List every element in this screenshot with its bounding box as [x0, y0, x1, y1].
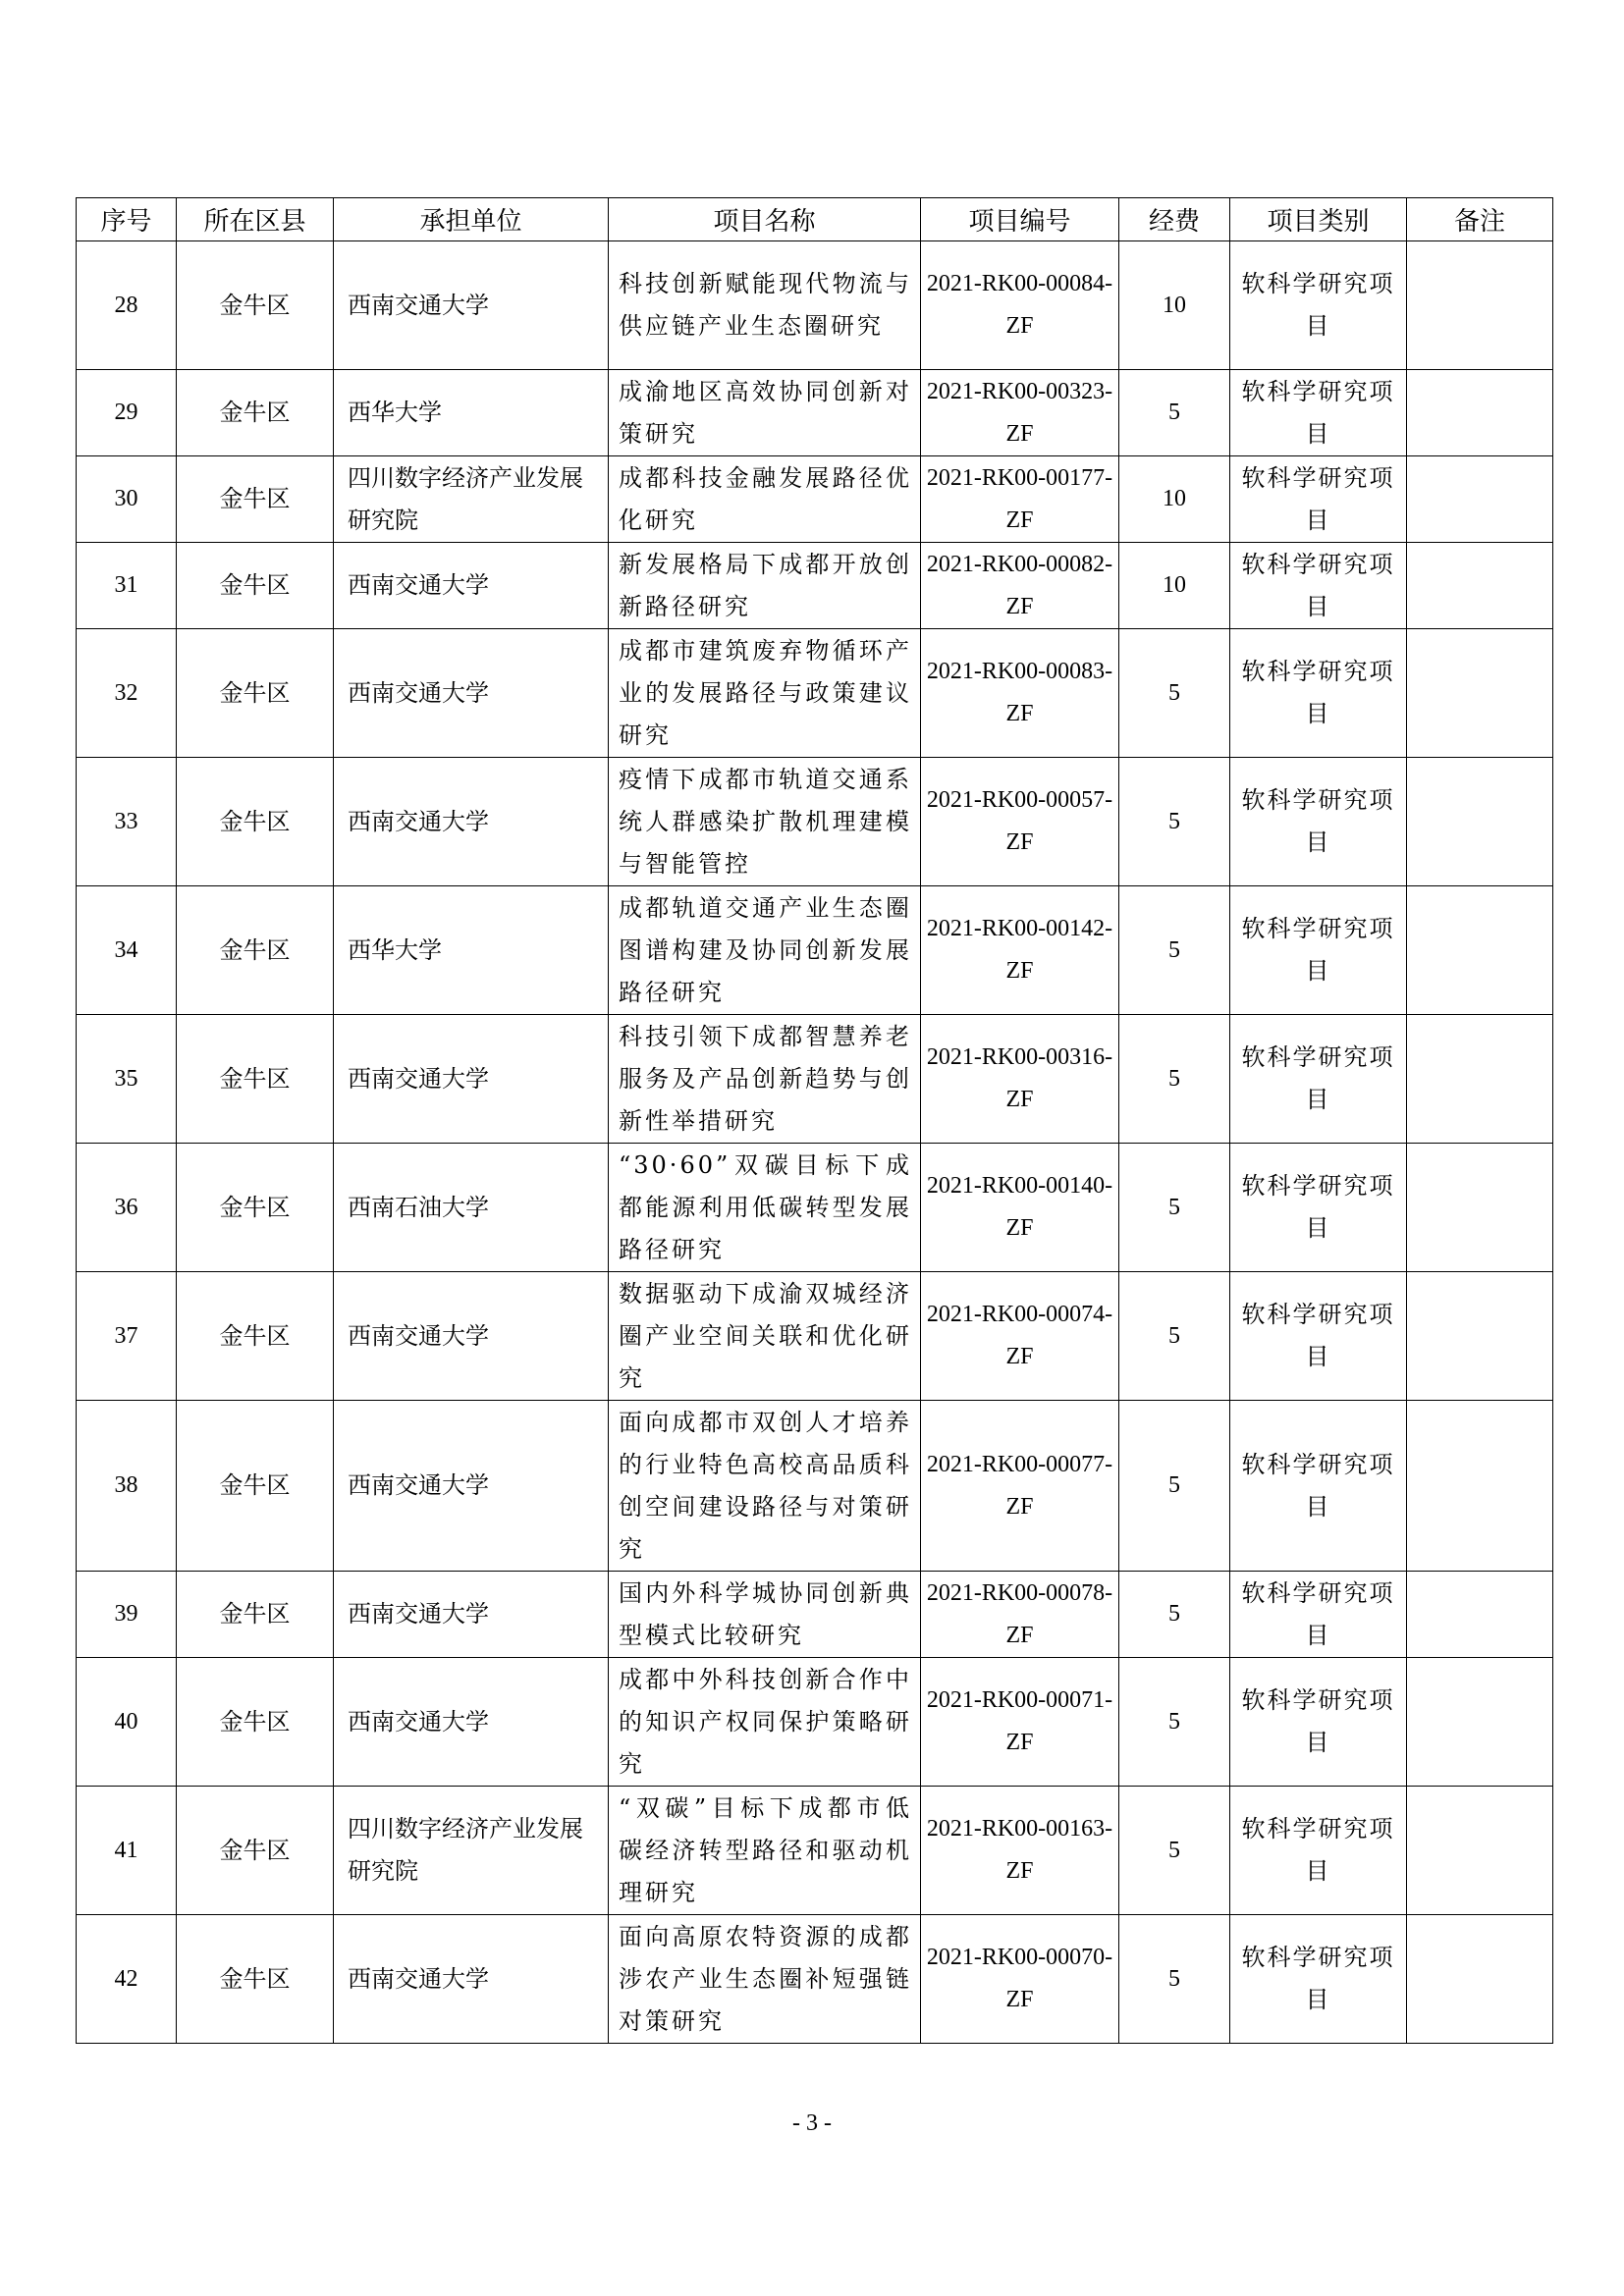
table-row	[77, 1015, 1553, 1144]
cell-project-code: 2021-RK00-00140-ZF	[921, 1144, 1119, 1272]
cell-unit: 西南交通大学	[334, 1015, 609, 1144]
cell-serial: 32	[77, 629, 177, 758]
cell-remark	[1407, 1272, 1553, 1401]
cell-unit: 西南交通大学	[334, 1272, 609, 1401]
cell-category: 软科学研究项目	[1230, 758, 1407, 886]
cell-project-code: 2021-RK00-00142-ZF	[921, 886, 1119, 1015]
page-number: - 3 -	[792, 2110, 832, 2136]
table-row	[77, 1572, 1553, 1658]
cell-remark	[1407, 241, 1553, 370]
cell-project-code: 2021-RK00-00078-ZF	[921, 1572, 1119, 1658]
cell-serial: 42	[77, 1915, 177, 2044]
cell-funding: 5	[1119, 758, 1230, 886]
cell-remark	[1407, 1572, 1553, 1658]
table-row	[77, 758, 1553, 886]
cell-funding: 10	[1119, 241, 1230, 370]
cell-remark	[1407, 456, 1553, 543]
cell-category: 软科学研究项目	[1230, 1915, 1407, 2044]
table-row	[77, 456, 1553, 543]
project-table	[76, 197, 1553, 2044]
cell-remark	[1407, 543, 1553, 629]
table-row	[77, 1915, 1553, 2044]
cell-funding: 5	[1119, 1144, 1230, 1272]
cell-funding: 5	[1119, 1015, 1230, 1144]
table-row	[77, 1658, 1553, 1787]
cell-project-code: 2021-RK00-00083-ZF	[921, 629, 1119, 758]
cell-funding: 5	[1119, 1272, 1230, 1401]
cell-district: 金牛区	[177, 886, 334, 1015]
cell-remark	[1407, 1401, 1553, 1572]
cell-funding: 10	[1119, 456, 1230, 543]
cell-project-code: 2021-RK00-00074-ZF	[921, 1272, 1119, 1401]
cell-funding: 5	[1119, 1572, 1230, 1658]
cell-remark	[1407, 1144, 1553, 1272]
cell-unit: 西南交通大学	[334, 1915, 609, 2044]
header-unit: 承担单位	[334, 198, 609, 241]
cell-remark	[1407, 370, 1553, 456]
cell-project-name: 数据驱动下成渝双城经济圈产业空间关联和优化研究	[609, 1272, 921, 1401]
cell-unit: 西南交通大学	[334, 241, 609, 370]
cell-category: 软科学研究项目	[1230, 543, 1407, 629]
cell-category: 软科学研究项目	[1230, 456, 1407, 543]
cell-remark	[1407, 886, 1553, 1015]
cell-serial: 33	[77, 758, 177, 886]
cell-category: 软科学研究项目	[1230, 629, 1407, 758]
cell-category: 软科学研究项目	[1230, 1658, 1407, 1787]
cell-district: 金牛区	[177, 758, 334, 886]
table-row	[77, 1787, 1553, 1915]
cell-district: 金牛区	[177, 1401, 334, 1572]
cell-project-name: 成都科技金融发展路径优化研究	[609, 456, 921, 543]
cell-district: 金牛区	[177, 370, 334, 456]
cell-district: 金牛区	[177, 629, 334, 758]
cell-category: 软科学研究项目	[1230, 1015, 1407, 1144]
cell-project-name: 面向高原农特资源的成都涉农产业生态圈补短强链对策研究	[609, 1915, 921, 2044]
cell-project-name: 成渝地区高效协同创新对策研究	[609, 370, 921, 456]
cell-serial: 39	[77, 1572, 177, 1658]
cell-category: 软科学研究项目	[1230, 1144, 1407, 1272]
cell-district: 金牛区	[177, 1272, 334, 1401]
cell-project-name: 科技引领下成都智慧养老服务及产品创新趋势与创新性举措研究	[609, 1015, 921, 1144]
cell-project-name: 成都市建筑废弃物循环产业的发展路径与政策建议研究	[609, 629, 921, 758]
cell-unit: 西华大学	[334, 370, 609, 456]
cell-funding: 5	[1119, 1401, 1230, 1572]
table-row	[77, 629, 1553, 758]
cell-remark	[1407, 1787, 1553, 1915]
cell-project-code: 2021-RK00-00084-ZF	[921, 241, 1119, 370]
cell-project-code: 2021-RK00-00163-ZF	[921, 1787, 1119, 1915]
cell-funding: 10	[1119, 543, 1230, 629]
header-project-name: 项目名称	[609, 198, 921, 241]
cell-unit: 西南交通大学	[334, 1572, 609, 1658]
table-row	[77, 241, 1553, 370]
cell-unit: 西华大学	[334, 886, 609, 1015]
cell-district: 金牛区	[177, 1144, 334, 1272]
cell-serial: 28	[77, 241, 177, 370]
cell-unit: 西南交通大学	[334, 1658, 609, 1787]
cell-funding: 5	[1119, 629, 1230, 758]
cell-project-code: 2021-RK00-00323-ZF	[921, 370, 1119, 456]
cell-unit: 四川数字经济产业发展研究院	[334, 1787, 609, 1915]
table-row	[77, 370, 1553, 456]
cell-district: 金牛区	[177, 1787, 334, 1915]
cell-unit: 四川数字经济产业发展研究院	[334, 456, 609, 543]
cell-category: 软科学研究项目	[1230, 1401, 1407, 1572]
cell-remark	[1407, 1015, 1553, 1144]
cell-serial: 36	[77, 1144, 177, 1272]
cell-project-name: “30·60”双碳目标下成都能源利用低碳转型发展路径研究	[609, 1144, 921, 1272]
cell-project-name: “双碳”目标下成都市低碳经济转型路径和驱动机理研究	[609, 1787, 921, 1915]
table-row	[77, 1144, 1553, 1272]
cell-unit: 西南石油大学	[334, 1144, 609, 1272]
cell-serial: 40	[77, 1658, 177, 1787]
table-row	[77, 543, 1553, 629]
cell-district: 金牛区	[177, 456, 334, 543]
cell-category: 软科学研究项目	[1230, 241, 1407, 370]
cell-unit: 西南交通大学	[334, 758, 609, 886]
cell-serial: 29	[77, 370, 177, 456]
cell-remark	[1407, 629, 1553, 758]
cell-district: 金牛区	[177, 1572, 334, 1658]
table-row	[77, 1401, 1553, 1572]
cell-serial: 41	[77, 1787, 177, 1915]
cell-funding: 5	[1119, 1915, 1230, 2044]
cell-serial: 34	[77, 886, 177, 1015]
cell-project-name: 成都轨道交通产业生态圈图谱构建及协同创新发展路径研究	[609, 886, 921, 1015]
cell-project-name: 科技创新赋能现代物流与供应链产业生态圈研究	[609, 241, 921, 370]
table-body	[77, 241, 1553, 2044]
cell-category: 软科学研究项目	[1230, 1787, 1407, 1915]
header-category: 项目类别	[1230, 198, 1407, 241]
cell-category: 软科学研究项目	[1230, 1272, 1407, 1401]
table-row	[77, 886, 1553, 1015]
cell-serial: 38	[77, 1401, 177, 1572]
header-district: 所在区县	[177, 198, 334, 241]
cell-category: 软科学研究项目	[1230, 886, 1407, 1015]
table-row	[77, 1272, 1553, 1401]
cell-funding: 5	[1119, 370, 1230, 456]
cell-funding: 5	[1119, 886, 1230, 1015]
cell-funding: 5	[1119, 1658, 1230, 1787]
cell-category: 软科学研究项目	[1230, 1572, 1407, 1658]
cell-district: 金牛区	[177, 1915, 334, 2044]
cell-category: 软科学研究项目	[1230, 370, 1407, 456]
cell-project-name: 成都中外科技创新合作中的知识产权同保护策略研究	[609, 1658, 921, 1787]
header-project-code: 项目编号	[921, 198, 1119, 241]
cell-project-name: 面向成都市双创人才培养的行业特色高校高品质科创空间建设路径与对策研究	[609, 1401, 921, 1572]
cell-project-code: 2021-RK00-00316-ZF	[921, 1015, 1119, 1144]
cell-remark	[1407, 758, 1553, 886]
cell-project-code: 2021-RK00-00057-ZF	[921, 758, 1119, 886]
cell-project-code: 2021-RK00-00082-ZF	[921, 543, 1119, 629]
cell-district: 金牛区	[177, 543, 334, 629]
header-remark: 备注	[1407, 198, 1553, 241]
cell-district: 金牛区	[177, 241, 334, 370]
cell-project-name: 新发展格局下成都开放创新路径研究	[609, 543, 921, 629]
table-header-row	[77, 198, 1553, 241]
cell-funding: 5	[1119, 1787, 1230, 1915]
cell-serial: 30	[77, 456, 177, 543]
cell-project-code: 2021-RK00-00071-ZF	[921, 1658, 1119, 1787]
cell-district: 金牛区	[177, 1658, 334, 1787]
cell-unit: 西南交通大学	[334, 543, 609, 629]
cell-project-code: 2021-RK00-00077-ZF	[921, 1401, 1119, 1572]
cell-project-code: 2021-RK00-00177-ZF	[921, 456, 1119, 543]
cell-serial: 31	[77, 543, 177, 629]
cell-district: 金牛区	[177, 1015, 334, 1144]
cell-serial: 37	[77, 1272, 177, 1401]
cell-serial: 35	[77, 1015, 177, 1144]
cell-project-name: 疫情下成都市轨道交通系统人群感染扩散机理建模与智能管控	[609, 758, 921, 886]
cell-remark	[1407, 1658, 1553, 1787]
cell-unit: 西南交通大学	[334, 1401, 609, 1572]
cell-unit: 西南交通大学	[334, 629, 609, 758]
header-funding: 经费	[1119, 198, 1230, 241]
cell-remark	[1407, 1915, 1553, 2044]
header-serial: 序号	[77, 198, 177, 241]
cell-project-name: 国内外科学城协同创新典型模式比较研究	[609, 1572, 921, 1658]
cell-project-code: 2021-RK00-00070-ZF	[921, 1915, 1119, 2044]
